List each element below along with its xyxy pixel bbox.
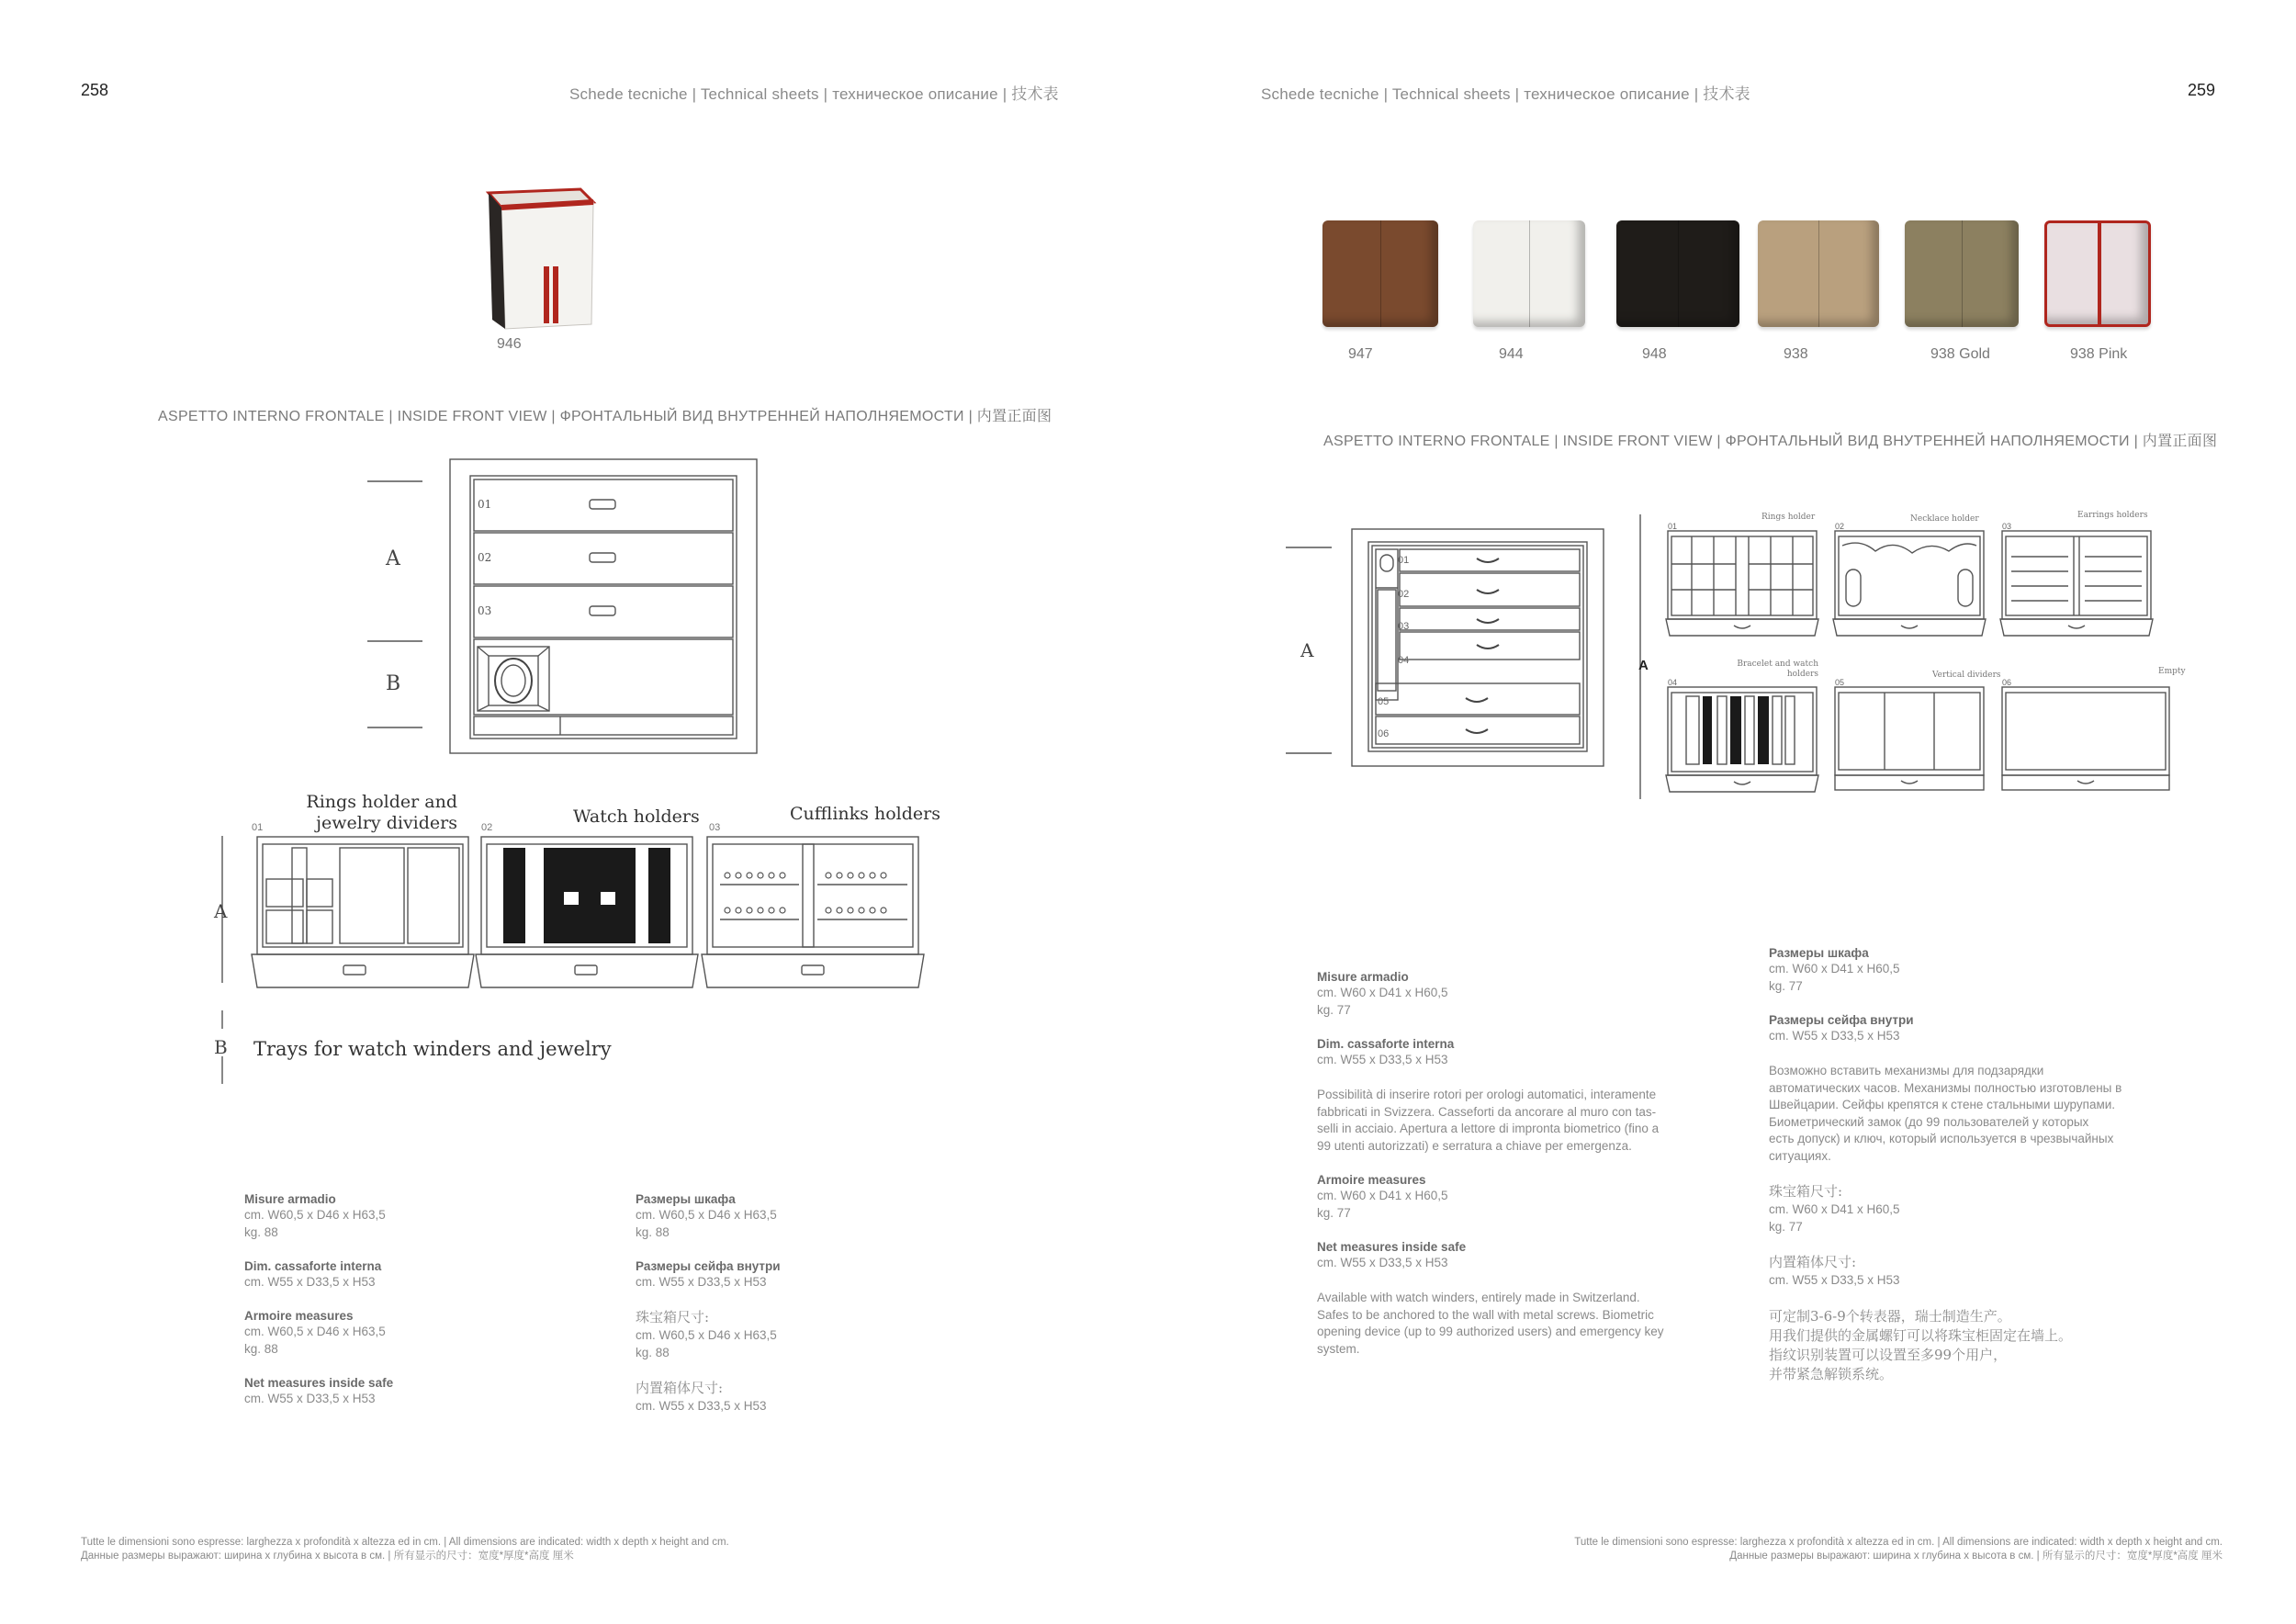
tray-title: Watch holders [573,806,700,827]
door-divider [1529,220,1530,327]
spec-title: Dim. cassaforte interna [244,1259,382,1273]
door-divider [1380,220,1381,327]
tray-title: Rings holder and jewelry dividers [306,792,457,833]
spec-block [244,1309,575,1358]
spec-block [1769,1013,2173,1044]
paragraph-line: 用我们提供的金属螺钉可以将珠宝柜固定在墙上。 [1769,1327,2073,1344]
spec-paragraph [1317,1087,1721,1155]
specs-column [1317,970,1721,1358]
product-caption: 938 Pink [2070,346,2128,362]
tray-number: 02 [481,822,493,833]
paragraph-line: ситуациях. [1769,1148,1831,1163]
spec-title: Dim. cassaforte interna [1317,1037,1455,1051]
footer-line: Данные размеры выражают: ширина x глубина x высота в см. | 所有显示的尺寸：宽度*厚度*高度 厘米 [81,1551,574,1562]
product-caption: 938 [1784,346,1808,362]
tray-number: 04 [1668,678,1678,687]
footer-left [81,1536,729,1563]
product-swatch [1473,220,1585,327]
tray-title: Vertical dividers [1932,671,2001,680]
tray-number: 01 [252,822,264,833]
spec-block [636,1259,966,1291]
drawer-label: 02 [478,551,492,564]
running-title-left: Schede tecniche | Technical sheets | техническое описание | 技术表 [569,85,1059,103]
paragraph-line: Швейцарии. Сейфы крепятся к стене стальными шурупами. [1769,1098,2116,1111]
section-title-left: ASPETTO INTERNO FRONTALE | INSIDE FRONT VIEW | ФРОНТАЛЬНЫЙ ВИД ВНУТРЕННЕЙ НАПОЛНЯЕМОСТИ | 内置正面图 [158,409,1052,424]
product-swatch [1322,220,1438,327]
spec-block [1317,1037,1721,1068]
spec-block [1769,1254,2173,1289]
spec-line: cm. W55 x D33,5 x H53 [1769,1029,1900,1043]
dimension-letter-a: A [214,900,228,922]
drawer-label: 01 [478,498,492,511]
spec-line: cm. W60,5 x D46 x H63,5 [636,1208,777,1222]
product-swatch [1758,220,1879,327]
paragraph-line: selli in acciaio. Apertura a lettore di impronta biometrico (fino a [1317,1122,1660,1135]
page-number-right: 259 [2188,81,2216,99]
tray-title: Empty [2158,667,2186,676]
specs-column [1769,946,2173,1384]
paragraph-line: Safes to be anchored to the wall with metal screws. Biometric [1317,1307,1654,1322]
spec-line: kg. 77 [1769,1220,1803,1234]
product-caption: 944 [1499,346,1524,362]
tray-title: Cufflinks holders [790,804,940,824]
spec-title: Net measures inside safe [244,1376,394,1390]
running-title-right: Schede tecniche | Technical sheets | техническое описание | 技术表 [1261,85,1750,103]
spec-title: 内置箱体尺寸: [636,1380,724,1396]
spec-line: cm. W55 x D33,5 x H53 [244,1275,376,1289]
spec-paragraph [1769,1307,2173,1384]
footer-line: Tutte le dimensioni sono espresse: larghezza x profondità x altezza ed in cm. | All dimensions are indicated: width x depth x height and cm. [1574,1537,2223,1548]
trays-b-caption: Trays for watch winders and jewelry [253,1038,612,1060]
dimension-letter-a: A [1300,639,1314,661]
footer-line: Данные размеры выражают: ширина x глубина x высота в см. | 所有显示的尺寸：宽度*厚度*高度 厘米 [1729,1551,2223,1562]
dimension-letter-b: B [214,1036,228,1058]
drawer-label: 03 [1398,621,1410,632]
specs-column [244,1192,575,1407]
tray-title: Bracelet and watch holders [1737,660,1818,679]
spec-block [636,1309,966,1361]
product-swatch [1905,220,2019,327]
spec-block [1769,946,2173,995]
paragraph-line: 99 utenti autorizzati) e serratura a chiave per emergenza. [1317,1138,1632,1153]
tray-title: Rings holder [1761,513,1816,522]
product-caption: 948 [1642,346,1667,362]
product-946-image [478,182,597,338]
spec-title: Размеры сейфа внутри [1769,1013,1914,1027]
footer-right [1574,1536,2223,1563]
tray-title: Earrings holders [2077,511,2148,520]
tray-number: 02 [1835,522,1845,531]
spec-line: cm. W55 x D33,5 x H53 [1317,1053,1448,1066]
spec-title: Misure armadio [244,1192,336,1206]
spec-block [636,1380,966,1415]
paragraph-line: автоматических часов. Механизмы полностью изготовлены в [1769,1080,2122,1095]
tray-number: 03 [709,822,721,833]
spec-title: 内置箱体尺寸: [1769,1254,1857,1270]
product-swatch [1616,220,1739,327]
paragraph-line: fabbricati in Svizzera. Casseforti da ancorare al muro con tas- [1317,1104,1657,1119]
spec-line: cm. W60,5 x D46 x H63,5 [636,1328,777,1342]
tray-title: Necklace holder [1910,514,1979,524]
inside-front-view-drawing-right [1286,524,1653,799]
footer-line: Tutte le dimensioni sono espresse: larghezza x profondità x altezza ed in cm. | All dimensions are indicated: width x depth x height and cm. [81,1537,729,1548]
spec-paragraph [1769,1063,2173,1165]
specs-column [636,1192,966,1415]
spec-title: Misure armadio [1317,970,1409,984]
spec-line: kg. 77 [1317,1003,1351,1017]
spec-block [244,1192,575,1241]
spec-block [1317,970,1721,1019]
spec-block [636,1192,966,1241]
paragraph-line: 可定制3-6-9个转表器，瑞士制造生产。 [1769,1308,2011,1325]
spec-block [1769,1183,2173,1235]
spec-block [244,1376,575,1407]
spec-title: Net measures inside safe [1317,1240,1467,1254]
spec-line: kg. 77 [1769,979,1803,993]
spec-title: Размеры сейфа внутри [636,1259,781,1273]
spec-title: Armoire measures [1317,1173,1426,1187]
spec-line: cm. W55 x D33,5 x H53 [1769,1273,1900,1287]
spec-line: kg. 88 [244,1225,278,1239]
paragraph-line: есть допуск) и ключ, который используется в чрезвычайных [1769,1132,2114,1145]
spec-paragraph [1317,1290,1721,1358]
spec-line: cm. W60 x D41 x H60,5 [1769,962,1900,976]
product-swatch [2044,220,2151,327]
drawer-label: 04 [1398,655,1410,666]
trays-drawing-right [1635,514,2204,808]
spec-line: cm. W60 x D41 x H60,5 [1317,1189,1448,1202]
spec-block [1317,1240,1721,1271]
spec-line: cm. W55 x D33,5 x H53 [1317,1256,1448,1269]
paragraph-line: opening device (up to 99 authorized users) and emergency key [1317,1325,1664,1338]
paragraph-line: 并带紧急解锁系统。 [1769,1366,1894,1382]
spec-line: cm. W55 x D33,5 x H53 [244,1392,376,1405]
page-number-left: 258 [81,81,109,99]
drawer-label: 03 [478,604,492,617]
drawer-label: 01 [1398,555,1410,566]
spec-title: 珠宝箱尺寸: [1769,1183,1843,1200]
spec-line: cm. W55 x D33,5 x H53 [636,1275,767,1289]
spec-line: cm. W60,5 x D46 x H63,5 [244,1208,386,1222]
drawer-label: 02 [1398,589,1410,600]
spec-line: cm. W60 x D41 x H60,5 [1317,986,1448,999]
drawer-label: 05 [1378,696,1390,707]
paragraph-line: Available with watch winders, entirely made in Switzerland. [1317,1291,1640,1304]
spec-line: cm. W60 x D41 x H60,5 [1769,1202,1900,1216]
spec-line: kg. 77 [1317,1206,1351,1220]
spec-title: Размеры шкафа [1769,946,1869,960]
spec-line: kg. 88 [636,1346,670,1359]
dimension-letter-b: B [386,672,401,695]
paragraph-line: Биометрический замок (до 99 пользователей у которых [1769,1114,2089,1129]
paragraph-line: Possibilità di inserire rotori per orologi automatici, interamente [1317,1088,1657,1101]
tray-number: 03 [2002,522,2012,531]
spec-title: Размеры шкафа [636,1192,736,1206]
product-caption: 938 Gold [1930,346,1990,362]
door-divider [1818,220,1819,327]
spec-title: 珠宝箱尺寸: [636,1309,710,1325]
spec-title: Armoire measures [244,1309,354,1323]
paragraph-line: system. [1317,1341,1360,1356]
door-divider [2098,223,2101,324]
tray-number: 01 [1668,522,1678,531]
spec-block [1317,1173,1721,1222]
spec-line: kg. 88 [244,1342,278,1356]
inside-front-view-drawing-left [367,459,762,762]
door-divider [1962,220,1963,327]
paragraph-line: 指纹识别装置可以设置至多99个用户， [1769,1347,2008,1363]
tray-number: 06 [2002,678,2012,687]
dimension-letter-a: A [386,547,400,570]
spec-line: cm. W60,5 x D46 x H63,5 [244,1325,386,1338]
dimension-letter-a: A [1638,658,1649,673]
product-caption: 947 [1348,346,1373,362]
section-title-right: ASPETTO INTERNO FRONTALE | INSIDE FRONT VIEW | ФРОНТАЛЬНЫЙ ВИД ВНУТРЕННЕЙ НАПОЛНЯЕМОСТИ | 内置正面图 [1323,434,2218,449]
drawer-label: 06 [1378,728,1390,739]
spec-line: cm. W55 x D33,5 x H53 [636,1399,767,1413]
spec-line: kg. 88 [636,1225,670,1239]
product-caption-946: 946 [497,336,522,352]
tray-number: 05 [1835,678,1845,687]
spec-block [244,1259,575,1291]
door-divider [1678,220,1679,327]
paragraph-line: Возможно вставить механизмы для подзарядки [1769,1064,2044,1077]
